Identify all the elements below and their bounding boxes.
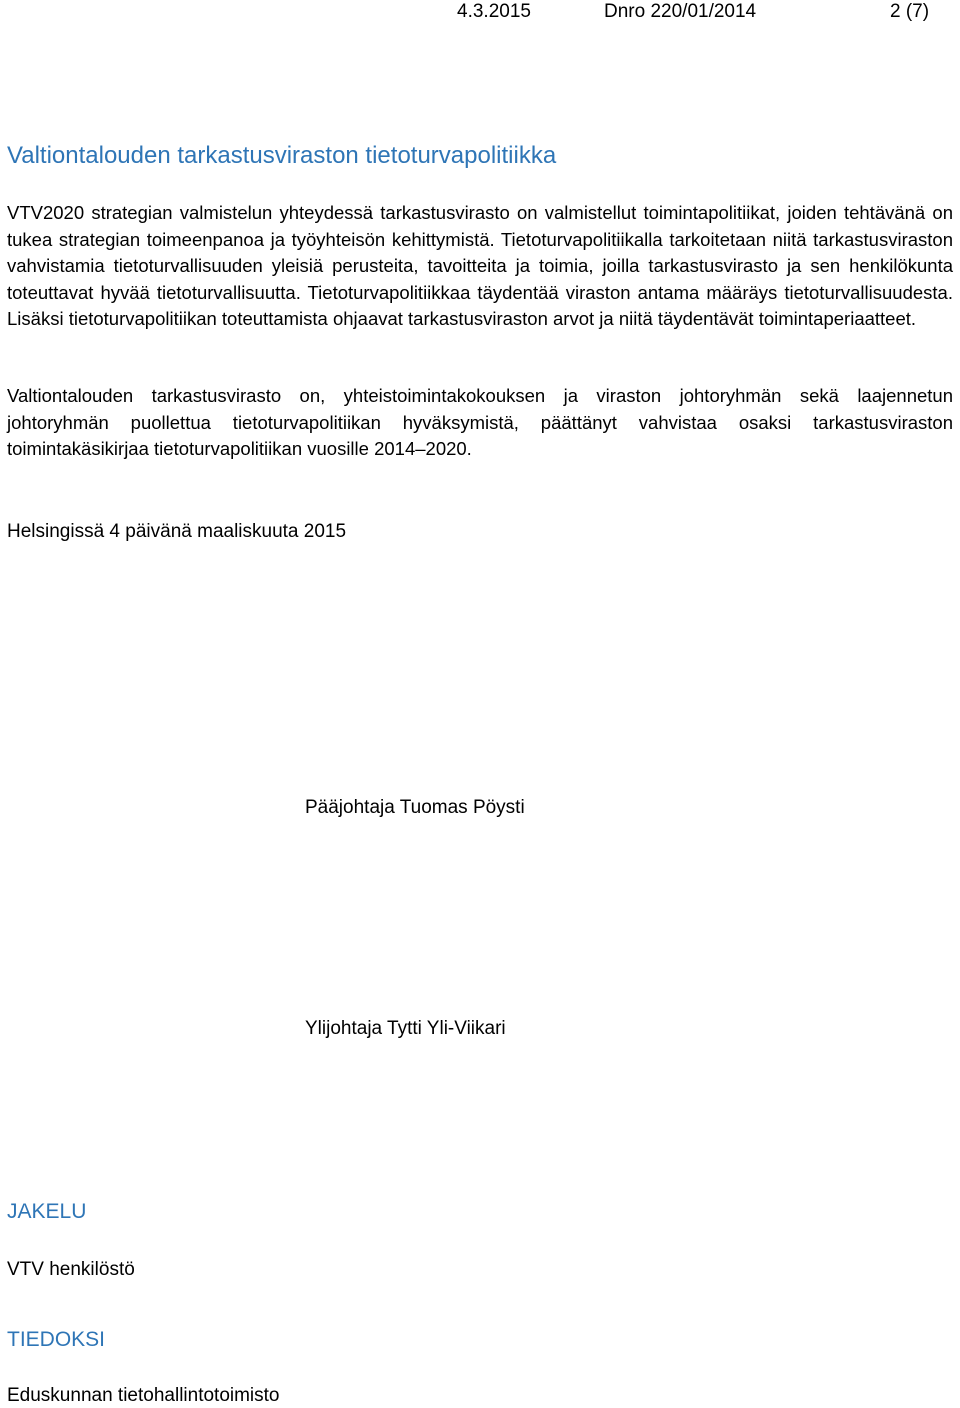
distribution-value: VTV henkilöstö [7,1259,135,1280]
body-paragraph-2: Valtiontalouden tarkastusvirasto on, yhteistoimintakokouksen ja viraston johtoryhmän sekä laajennetun johtoryhmän puollettua tietoturvapolitiikan hyväksymistä, päättänyt vahvistaa osaksi tarkastusviraston toimintakäsikirjaa tietoturvapolitiikan vuosille 2014–2020. [7,385,953,459]
header-page-number: 2 (7) [890,1,930,22]
header-date: 4.3.2015 [457,1,531,22]
signatory-deputy-director: Ylijohtaja Tytti Yli-Viikari [305,1018,506,1039]
signatory-director-general: Pääjohtaja Tuomas Pöysti [305,797,525,818]
page-header [0,0,960,24]
for-information-heading: TIEDOKSI [7,1328,106,1351]
distribution-heading: JAKELU [7,1200,87,1223]
body-paragraph-1: VTV2020 strategian valmistelun yhteydessä tarkastusvirasto on valmistellut toimintapolitiikat, joiden tehtävänä on tukea strategian toimeenpanoa ja työyhteisön kehittymistä. Tietoturvapolitiikalla tarkoitetaan niitä tarkastusviraston vahvistamia tietoturvallisuuden yleisiä perusteita, tavoitteita ja toimia, joilla tarkastusvirasto ja sen henkilökunta toteuttavat hyvää tietoturvallisuutta. Tietoturvapolitiikkaa täydentää viraston antama määräys tietoturvallisuudesta. Lisäksi tietoturvapolitiikan toteuttamista ohjaavat tarkastusviraston arvot ja niitä täydentävät toimintaperiaatteet. [7,202,953,329]
header-reference-number: Dnro 220/01/2014 [604,1,757,22]
for-information-value: Eduskunnan tietohallintotoimisto [7,1385,280,1406]
document-title: Valtiontalouden tarkastusviraston tietoturvapolitiikka [7,142,557,169]
place-and-date: Helsingissä 4 päivänä maaliskuuta 2015 [7,521,347,542]
